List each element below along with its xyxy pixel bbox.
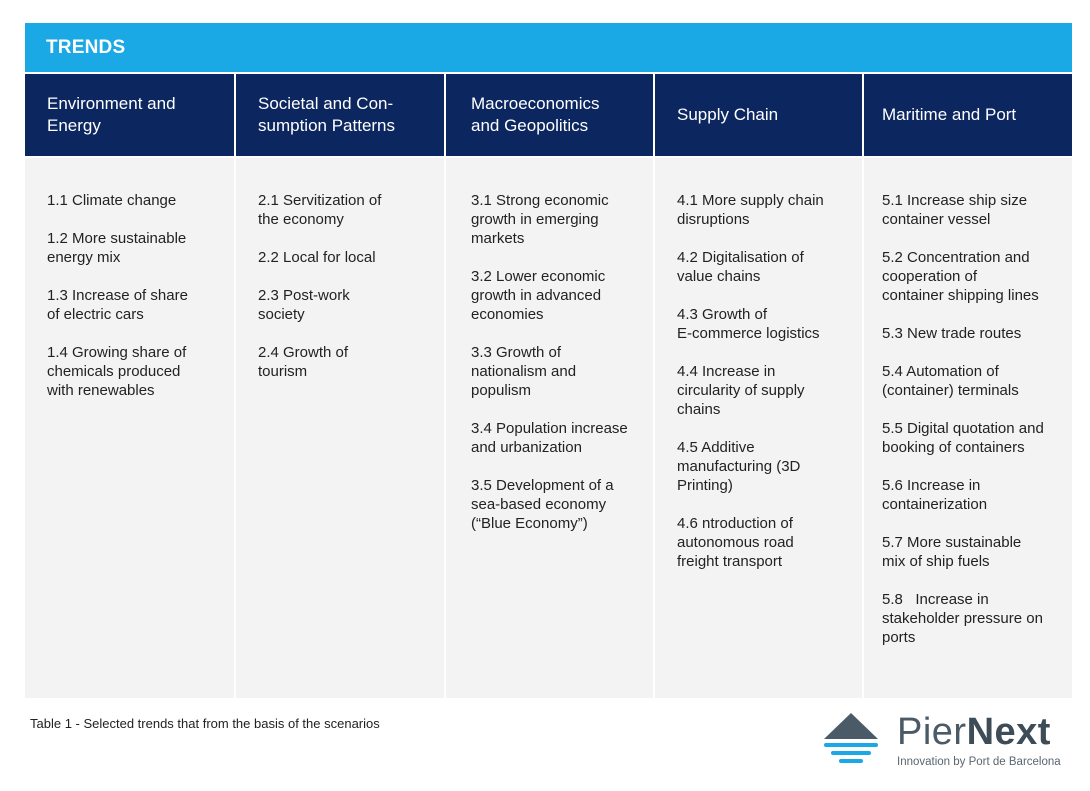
pier-wave-icon — [822, 712, 880, 768]
piernext-logo — [822, 710, 1072, 772]
column-header-label: Supply Chain — [677, 105, 779, 124]
column-header — [25, 72, 234, 156]
logo-wordmark-light: Pier — [897, 711, 967, 753]
column-maritime-port — [862, 72, 1072, 698]
trend-item: 1.2 More sustainable energy mix — [47, 230, 187, 266]
table-caption: Table 1 - Selected trends that from the basis of the scenarios — [30, 716, 380, 731]
column-body — [446, 156, 653, 698]
column-macroeconomics-geopolitics — [444, 72, 653, 698]
column-body — [864, 156, 1072, 698]
trends-banner — [25, 23, 1072, 72]
trend-item: 1.3 Increase of share of electric cars — [47, 287, 188, 323]
column-header-label: Maritime and Port — [882, 105, 1017, 124]
trend-item: 4.6 ntroduction of autonomous road freight transport — [677, 515, 794, 570]
trend-item: 5.8 Increase in stakeholder pressure on ports — [882, 591, 1043, 646]
trend-item: 2.1 Servitization of the economy — [258, 192, 382, 228]
trend-item: 5.2 Concentration and cooperation of container shipping lines — [882, 249, 1039, 304]
trend-columns — [25, 72, 1072, 698]
trend-item: 5.5 Digital quotation and booking of containers — [882, 420, 1044, 456]
trend-item: 2.3 Post-work society — [258, 287, 350, 323]
logo-wordmark-bold: Next — [966, 711, 1051, 753]
trend-item: 3.3 Growth of nationalism and populism — [471, 344, 577, 399]
column-header — [864, 72, 1072, 156]
column-environment-energy — [25, 72, 234, 698]
column-header-label: Macroeconomics and Geopolitics — [471, 94, 600, 135]
trend-item: 5.3 New trade routes — [882, 325, 1022, 342]
trend-item: 4.4 Increase in circularity of supply chains — [677, 363, 805, 418]
trend-item: 4.2 Digitalisation of value chains — [677, 249, 804, 285]
trend-item: 2.2 Local for local — [258, 249, 376, 266]
logo-wordmark — [897, 710, 1051, 754]
trend-item: 1.1 Climate change — [47, 192, 177, 209]
trend-item: 4.3 Growth of E-commerce logistics — [677, 306, 820, 342]
trend-item: 5.6 Increase in containerization — [882, 477, 988, 513]
trend-item: 5.7 More sustainable mix of ship fuels — [882, 534, 1022, 570]
trend-item: 5.4 Automation of (container) terminals — [882, 363, 1019, 399]
column-header — [236, 72, 444, 156]
trends-table — [25, 23, 1072, 698]
trend-item: 2.4 Growth of tourism — [258, 344, 349, 380]
column-societal-consumption — [234, 72, 444, 698]
banner-title: TRENDS — [46, 36, 126, 58]
trend-item: 3.4 Population increase and urbanization — [471, 420, 628, 456]
trend-item: 3.2 Lower economic growth in advanced economies — [471, 268, 606, 323]
column-body — [25, 156, 234, 698]
trend-item: 5.1 Increase ship size container vessel — [882, 192, 1028, 228]
logo-tagline: Innovation by Port de Barcelona — [897, 756, 1061, 768]
column-header — [446, 72, 653, 156]
column-body — [236, 156, 444, 698]
trend-item: 1.4 Growing share of chemicals produced with renewables — [47, 344, 187, 399]
trend-item: 3.5 Development of a sea-based economy (“Blue Economy”) — [471, 477, 614, 532]
column-header-label: Environment and Energy — [47, 94, 176, 135]
column-header — [655, 72, 862, 156]
column-header-label: Societal and Con- sumption Patterns — [258, 94, 396, 135]
trend-item: 3.1 Strong economic growth in emerging markets — [471, 192, 609, 247]
column-supply-chain — [653, 72, 862, 698]
trend-item: 4.1 More supply chain disruptions — [677, 192, 824, 228]
column-body — [655, 156, 862, 698]
trend-item: 4.5 Additive manufacturing (3D Printing) — [677, 439, 801, 494]
